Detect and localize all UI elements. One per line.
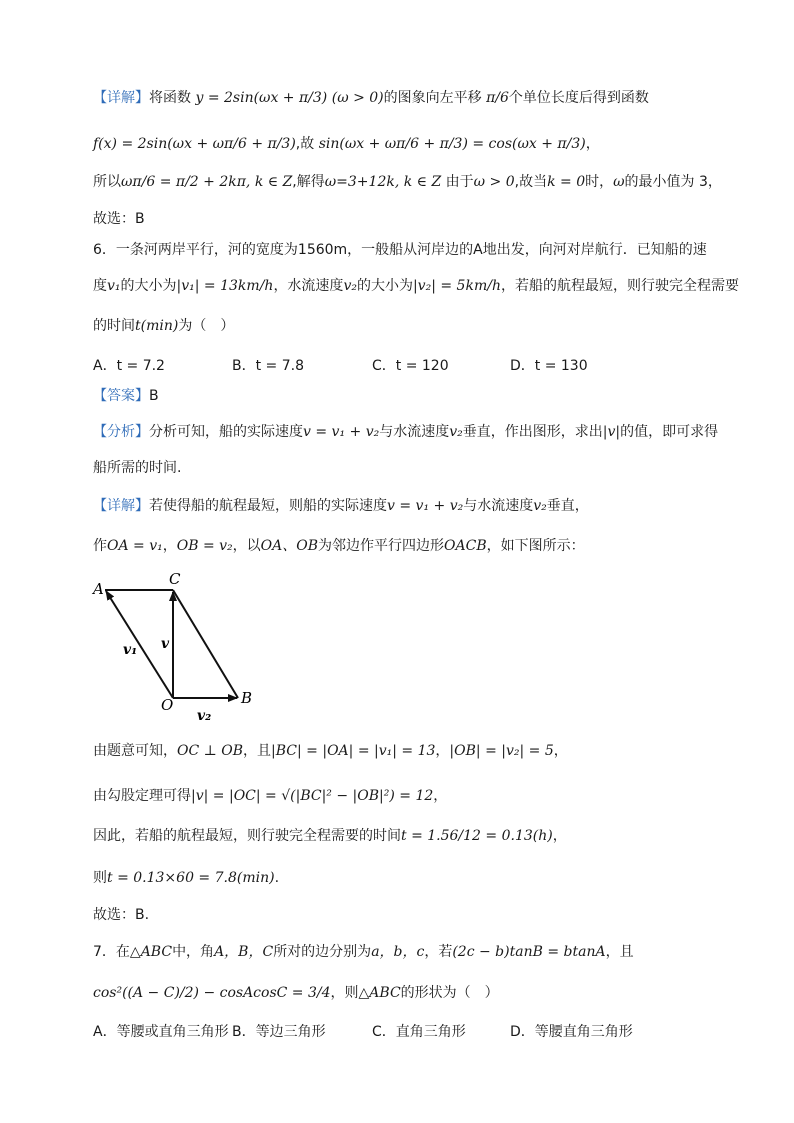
q5-detail-line-3: 所以ωπ/6 = π/2 + 2kπ, k ∈ Z,解得ω=3+12k, k ∈ Z 由于ω > 0,故当k = 0时，ω的最小值为 3， bbox=[93, 174, 722, 190]
q6-detail-line-3: 由题意可知，OC ⊥ OB，且|BC| = |OA| = |v₁| = 13，|OB| = |v₂| = 5， bbox=[93, 743, 568, 759]
q6-detail-line-5: 因此，若船的航程最短，则行驶完全程需要的时间t = 1.56/12 = 0.13(h)， bbox=[93, 828, 567, 844]
label-v2: v₂ bbox=[197, 708, 212, 724]
label-B: B bbox=[241, 689, 253, 707]
q7-stem-line-2: cos²((A − C)/2) − cosAcosC = 3/4，则△ABC的形状为（ ） bbox=[93, 985, 499, 1001]
q6-detail-line-2: 作OA = v₁，OB = v₂，以OA、OB为邻边作平行四边形OACB，如下图所示： bbox=[93, 538, 585, 554]
q6-stem-line-2: 度v₁的大小为|v₁| = 13km/h，水流速度v₂的大小为|v₂| = 5km/h，若船的航程最短，则行驶完全程需要 bbox=[93, 278, 739, 294]
parallelogram-figure bbox=[85, 570, 270, 730]
label-A: A bbox=[93, 580, 104, 598]
detail-tag: 【详解】 bbox=[93, 498, 149, 514]
q6-option-a[interactable]: A．t = 7.2 bbox=[93, 358, 165, 374]
q6-detail-line-1: 【详解】若使得船的航程最短，则船的实际速度v = v₁ + v₂与水流速度v₂垂直， bbox=[93, 498, 589, 514]
q7-option-b[interactable]: B．等边三角形 bbox=[232, 1024, 326, 1040]
q6-stem-line-1: 6．一条河两岸平行，河的宽度为1560m，一般船从河岸边的A地出发，向河对岸航行．已知船的速 bbox=[93, 242, 707, 258]
q7-option-a[interactable]: A．等腰或直角三角形 bbox=[93, 1024, 229, 1040]
q5-detail-line-2: f(x) = 2sin(ωx + ωπ/6 + π/3),故 sin(ωx + ωπ/6 + π/3) = cos(ωx + π/3)， bbox=[93, 136, 600, 152]
q7-option-d[interactable]: D．等腰直角三角形 bbox=[510, 1024, 633, 1040]
detail-tag: 【详解】 bbox=[93, 90, 149, 106]
label-O: O bbox=[161, 696, 174, 714]
label-v: v bbox=[161, 636, 170, 652]
q6-analysis-line-1: 【分析】分析可知，船的实际速度v = v₁ + v₂与水流速度v₂垂直，作出图形，求出|v|的值，即可求得 bbox=[93, 424, 719, 440]
q7-stem-line-1: 7．在△ABC中，角A，B，C所对的边分别为a，b，c，若(2c − b)tanB = btanA，且 bbox=[93, 944, 634, 960]
q6-answer-final: 故选：B. bbox=[93, 907, 150, 923]
label-C: C bbox=[169, 570, 181, 588]
q6-answer-line bbox=[93, 386, 159, 406]
analysis-tag: 【分析】 bbox=[93, 424, 149, 440]
q6-option-b[interactable]: B．t = 7.8 bbox=[232, 358, 304, 374]
q5-answer: 故选：B bbox=[93, 211, 145, 227]
q6-option-d[interactable]: D．t = 130 bbox=[510, 358, 588, 374]
q6-detail-line-4: 由勾股定理可得|v| = |OC| = √(|BC|² − |OB|²) = 12， bbox=[93, 788, 448, 804]
answer-tag: 【答案】 bbox=[93, 388, 149, 404]
segment-CB bbox=[173, 590, 238, 698]
q5-detail-line-1: 【详解】将函数 y = 2sin(ωx + π/3) (ω > 0)的图象向左平移 π/6个单位长度后得到函数 bbox=[93, 90, 649, 106]
function-expression: y = 2sin(ωx + π/3) bbox=[195, 90, 328, 106]
q6-analysis-line-2: 船所需的时间. bbox=[93, 460, 182, 476]
q6-option-c[interactable]: C．t = 120 bbox=[372, 358, 449, 374]
label-v1: v₁ bbox=[123, 642, 138, 658]
q6-stem-line-3: 的时间t(min)为（ ） bbox=[93, 318, 235, 334]
q6-answer: B bbox=[149, 388, 159, 404]
q6-detail-line-6: 则t = 0.13×60 = 7.8(min). bbox=[93, 870, 280, 886]
q7-option-c[interactable]: C．直角三角形 bbox=[372, 1024, 466, 1040]
